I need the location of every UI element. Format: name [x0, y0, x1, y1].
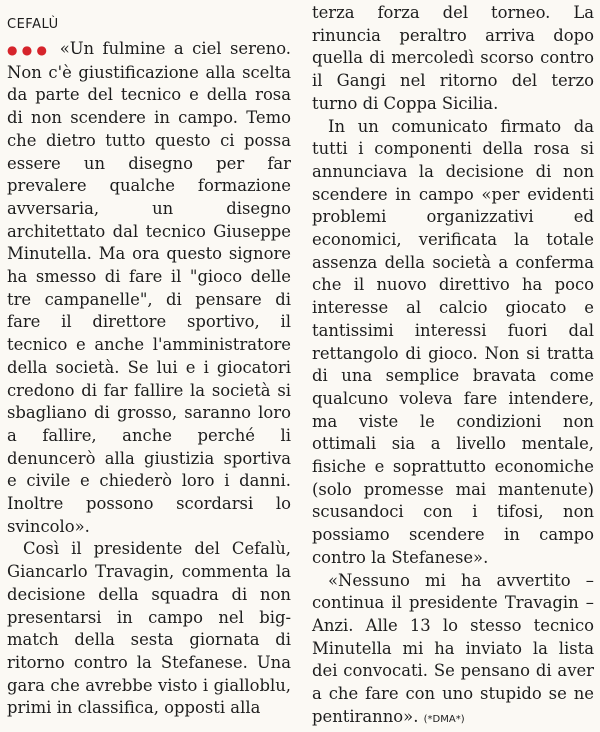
- article-column-left: [7, 16, 291, 720]
- byline: (*DMA*): [423, 713, 465, 725]
- article-column-right: [312, 2, 594, 732]
- paragraph-text: «Nessuno mi ha avvertito – continua il presidente Travagin – Anzi. Alle 13 lo stesso tecnico Minutella mi ha inviato la lista dei convocati. Se pensano di aver a che fare con uno stupido se ne pentiranno».: [312, 570, 594, 726]
- paragraph-text: «Un fulmine a ciel sereno. Non c'è giustificazione alla scelta da parte del tecnico e della rosa di non scendere in campo. Temo che dietro tutto questo ci possa essere un disegno per far prevalere qualche formazione avversaria, un disegno architettato dal tecnico Giuseppe Minutella. Ma ora questo signore ha smesso di fare il "gioco delle tre campanelle", di pensare di fare il direttore sportivo, il tecnico e anche l'amministratore della società. Se lui e i giocatori credono di far fallire la società si sbagliano di grosso, saranno loro a fallire, anche perché li denuncerò alla giustizia sportiva e civile e chiederò loro i danni. Inoltre possono scordarsi lo svincolo».: [7, 39, 291, 536]
- dateline: CEFALÙ: [7, 17, 59, 32]
- article-paragraph: terza forza del torneo. La rinuncia peraltro arriva dopo quella di mercoledì scorso contro il Gangi nel ritorno del terzo turno di Coppa Sicilia.: [312, 3, 594, 113]
- bullet-marker: ●●●: [7, 43, 52, 57]
- article-paragraph: Così il presidente del Cefalù, Giancarlo Travagin, commenta la decisione della squadra di non presentarsi in campo nel big-match della sesta giornata di ritorno contro la Stefanese. Una gara che avrebbe visto i gialloblu, primi in classifica, opposti alla: [7, 539, 291, 718]
- article-paragraph: In un comunicato firmato da tutti i componenti della rosa si annunciava la decisione di non scendere in campo «per evidenti problemi organizzativi ed economici, verificata la totale assenza della società a conferma che il nuovo direttivo ha poco interesse al calcio giocato e tantissimi interessi fuori dal rettangolo di gioco. Non si tratta di una semplice bravata come qualcuno voleva fare intendere, ma viste le condizioni non ottimali sia a livello mentale, fisiche e soprattutto economiche (solo promesse mai mantenute) scusandoci con i tifosi, non possiamo scendere in campo contro la Stefanese».: [312, 116, 594, 567]
- article-paragraph: [312, 570, 594, 732]
- article-paragraph: [7, 38, 291, 538]
